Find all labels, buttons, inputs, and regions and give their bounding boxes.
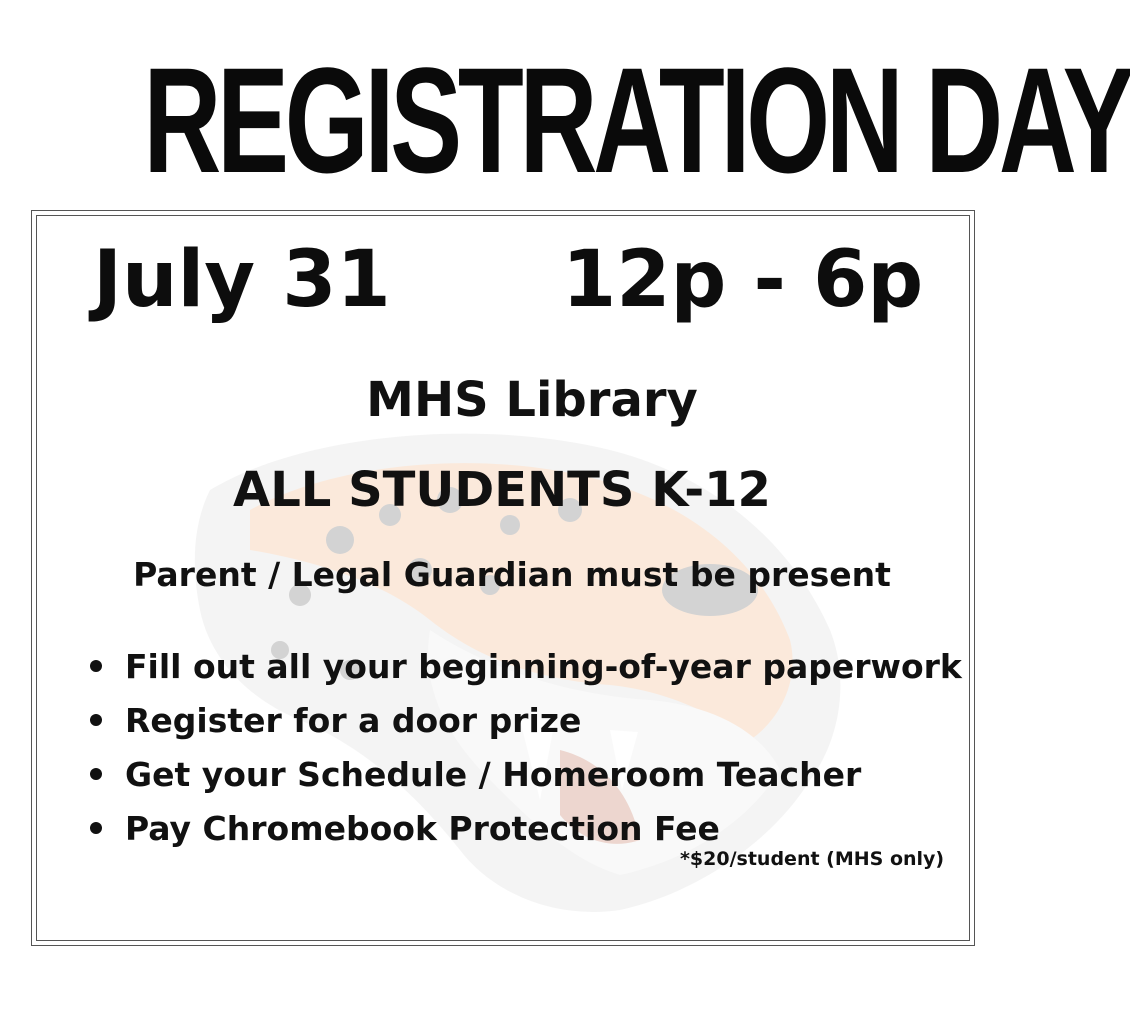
event-audience: ALL STUDENTS K-12 bbox=[233, 462, 771, 518]
task-list bbox=[88, 640, 962, 856]
task-list-item bbox=[88, 694, 962, 748]
bullet-dot-icon bbox=[90, 660, 102, 672]
bullet-dot-icon bbox=[90, 714, 102, 726]
bullet-dot-icon bbox=[90, 768, 102, 780]
page-title: REGISTRATION DAY bbox=[143, 36, 1130, 204]
task-label: Register for a door prize bbox=[125, 701, 582, 740]
task-list-item bbox=[88, 640, 962, 694]
event-date: July 31 bbox=[93, 235, 391, 325]
task-list-item bbox=[88, 748, 962, 802]
event-location: MHS Library bbox=[366, 372, 698, 428]
bullet-dot-icon bbox=[90, 822, 102, 834]
fee-footnote: *$20/student (MHS only) bbox=[680, 848, 945, 870]
task-label: Fill out all your beginning-of-year paperwork bbox=[125, 647, 962, 686]
guardian-requirement: Parent / Legal Guardian must be present bbox=[133, 555, 891, 594]
task-label: Get your Schedule / Homeroom Teacher bbox=[125, 755, 862, 794]
task-label: Pay Chromebook Protection Fee bbox=[125, 809, 720, 848]
event-time: 12p - 6p bbox=[562, 235, 924, 325]
